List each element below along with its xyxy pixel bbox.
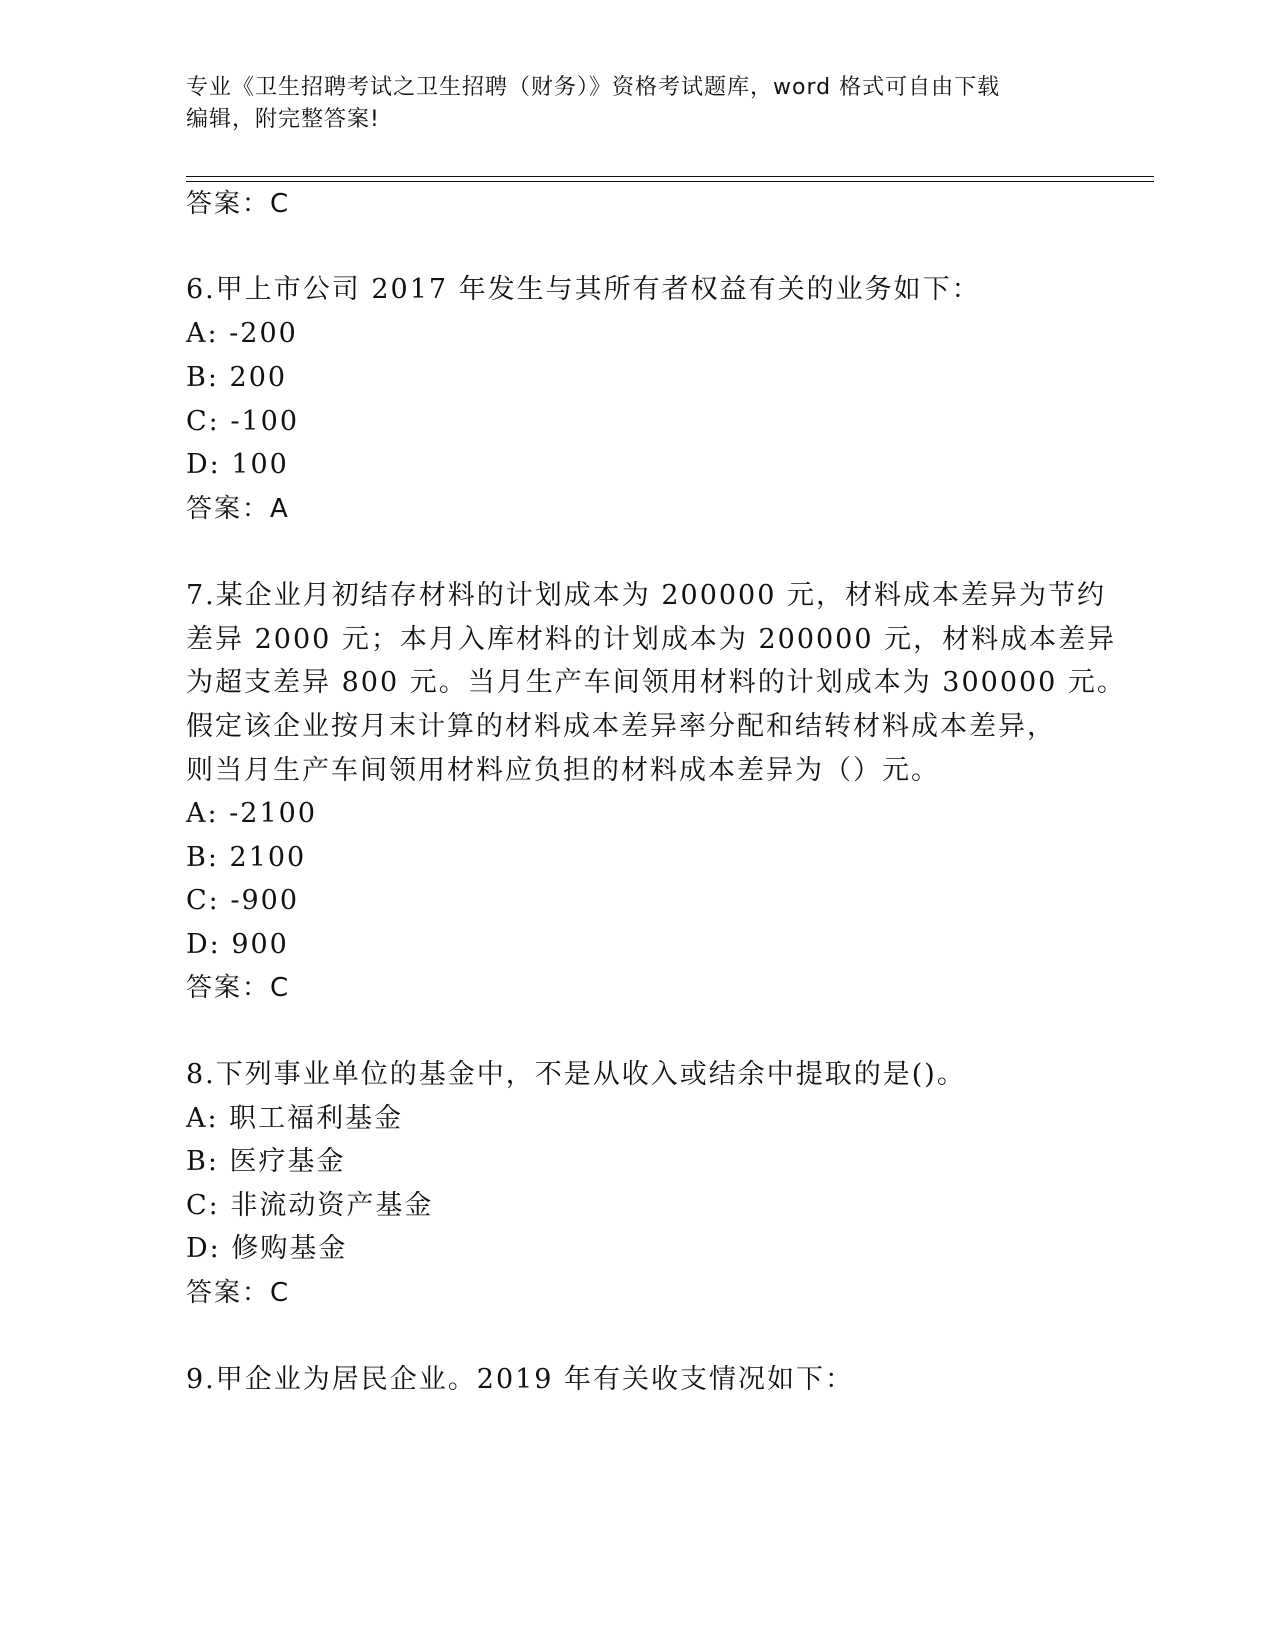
q8-option-b: B: 医疗基金	[186, 1146, 346, 1177]
header-rule-top	[186, 176, 1154, 177]
q6-option-c: C: -100	[186, 406, 299, 437]
q7-stem-line-4: 假定该企业按月末计算的材料成本差异率分配和结转材料成本差异，	[186, 711, 1056, 742]
q6-stem: 6.甲上市公司 2017 年发生与其所有者权益有关的业务如下：	[186, 274, 981, 305]
q7-stem-line-1: 7.某企业月初结存材料的计划成本为 200000 元，材料成本差异为节约	[186, 580, 1106, 611]
q6-answer: 答案：A	[186, 494, 290, 524]
document-header	[186, 72, 1086, 136]
q8-option-a: A: 职工福利基金	[186, 1103, 404, 1134]
q6-option-b: B: 200	[186, 362, 288, 393]
q7-option-d: D: 900	[186, 929, 289, 960]
q7-option-a: A: -2100	[186, 798, 318, 829]
q7-stem-line-2: 差异 2000 元；本月入库材料的计划成本为 200000 元，材料成本差异	[186, 624, 1117, 655]
answer-prev: 答案：C	[186, 189, 291, 219]
q7-stem-line-3: 为超支差异 800 元。当月生产车间领用材料的计划成本为 300000 元。	[186, 667, 1126, 698]
q8-answer: 答案：C	[186, 1278, 291, 1308]
q6-option-a: A: -200	[186, 318, 298, 349]
q7-option-c: C: -900	[186, 885, 299, 916]
q6-option-d: D: 100	[186, 449, 289, 480]
q7-answer: 答案：C	[186, 973, 291, 1003]
header-line-2: 编辑，附完整答案!	[186, 107, 380, 132]
q9-stem: 9.甲企业为居民企业。2019 年有关收支情况如下：	[186, 1364, 855, 1395]
header-line-1: 专业《卫生招聘考试之卫生招聘（财务）》资格考试题库，word 格式可自由下载	[186, 75, 1001, 100]
header-rule-bottom	[186, 181, 1154, 182]
q8-option-d: D: 修购基金	[186, 1233, 348, 1264]
q8-option-c: C: 非流动资产基金	[186, 1190, 434, 1221]
q8-stem: 8.下列事业单位的基金中，不是从收入或结余中提取的是()。	[186, 1059, 966, 1090]
q7-option-b: B: 2100	[186, 842, 307, 873]
q7-stem-line-5: 则当月生产车间领用材料应负担的材料成本差异为（）元。	[186, 755, 940, 786]
